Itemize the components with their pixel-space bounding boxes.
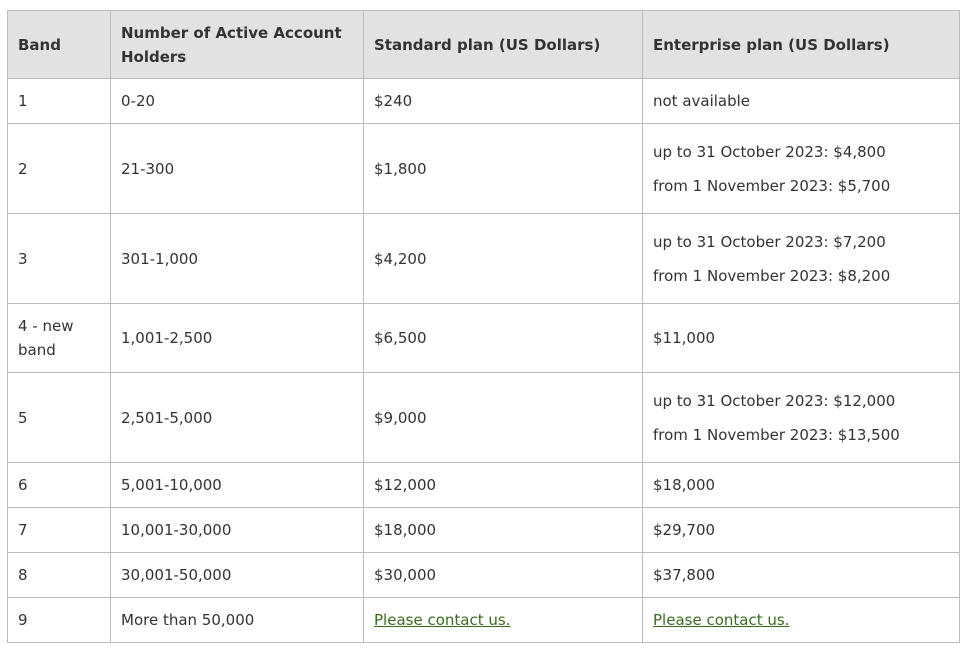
enterprise-contact-us-link[interactable]: Please contact us. <box>653 611 790 629</box>
enterprise-price-line: $29,700 <box>653 521 716 539</box>
standard-price-cell: $30,000 <box>364 553 643 598</box>
pricing-table-container <box>7 10 960 643</box>
standard-price-cell: $9,000 <box>364 373 643 463</box>
holders-cell: 30,001-50,000 <box>111 553 364 598</box>
band-cell: 4 - new band <box>8 304 111 373</box>
table-row <box>8 373 960 463</box>
table-row <box>8 79 960 124</box>
holders-cell: 10,001-30,000 <box>111 508 364 553</box>
enterprise-price-line: not available <box>653 92 751 110</box>
band-cell: 7 <box>8 508 111 553</box>
holders-cell: 2,501-5,000 <box>111 373 364 463</box>
enterprise-price-line: from 1 November 2023: $5,700 <box>653 176 891 195</box>
enterprise-price-cell <box>643 373 960 463</box>
standard-price-cell: $4,200 <box>364 214 643 304</box>
table-row <box>8 214 960 304</box>
holders-cell: 0-20 <box>111 79 364 124</box>
enterprise-price-line: $37,800 <box>653 566 716 584</box>
band-cell: 6 <box>8 463 111 508</box>
table-row <box>8 463 960 508</box>
band-cell: 3 <box>8 214 111 304</box>
pricing-table <box>7 10 960 643</box>
enterprise-price-line: up to 31 October 2023: $12,000 <box>653 391 896 410</box>
enterprise-price-cell <box>643 304 960 373</box>
band-cell: 8 <box>8 553 111 598</box>
band-cell: 9 <box>8 598 111 643</box>
band-cell: 2 <box>8 124 111 214</box>
enterprise-price-line: from 1 November 2023: $13,500 <box>653 425 900 444</box>
enterprise-price-line: $11,000 <box>653 329 716 347</box>
table-row <box>8 124 960 214</box>
enterprise-price-line: up to 31 October 2023: $7,200 <box>653 232 886 251</box>
standard-contact-us-link[interactable]: Please contact us. <box>374 611 511 629</box>
standard-price-cell: $6,500 <box>364 304 643 373</box>
header-standard-plan: Standard plan (US Dollars) <box>364 11 643 79</box>
enterprise-price-cell <box>643 553 960 598</box>
header-enterprise-plan: Enterprise plan (US Dollars) <box>643 11 960 79</box>
band-cell: 5 <box>8 373 111 463</box>
standard-price-cell: $1,800 <box>364 124 643 214</box>
table-row <box>8 553 960 598</box>
enterprise-price-cell <box>643 598 960 643</box>
standard-price-cell: $240 <box>364 79 643 124</box>
table-row <box>8 508 960 553</box>
table-row <box>8 304 960 373</box>
enterprise-price-line: up to 31 October 2023: $4,800 <box>653 142 886 161</box>
holders-cell: 301-1,000 <box>111 214 364 304</box>
enterprise-price-cell <box>643 124 960 214</box>
table-header-row <box>8 11 960 79</box>
header-active-account-holders: Number of Active Account Holders <box>111 11 364 79</box>
standard-price-cell: $18,000 <box>364 508 643 553</box>
holders-cell: 21-300 <box>111 124 364 214</box>
table-row <box>8 598 960 643</box>
header-band: Band <box>8 11 111 79</box>
holders-cell: More than 50,000 <box>111 598 364 643</box>
enterprise-price-line: $18,000 <box>653 476 716 494</box>
enterprise-price-line: from 1 November 2023: $8,200 <box>653 266 891 285</box>
enterprise-price-cell <box>643 214 960 304</box>
holders-cell: 1,001-2,500 <box>111 304 364 373</box>
enterprise-price-cell <box>643 463 960 508</box>
holders-cell: 5,001-10,000 <box>111 463 364 508</box>
enterprise-price-cell <box>643 79 960 124</box>
band-cell: 1 <box>8 79 111 124</box>
enterprise-price-cell <box>643 508 960 553</box>
standard-price-cell: $12,000 <box>364 463 643 508</box>
standard-price-cell <box>364 598 643 643</box>
